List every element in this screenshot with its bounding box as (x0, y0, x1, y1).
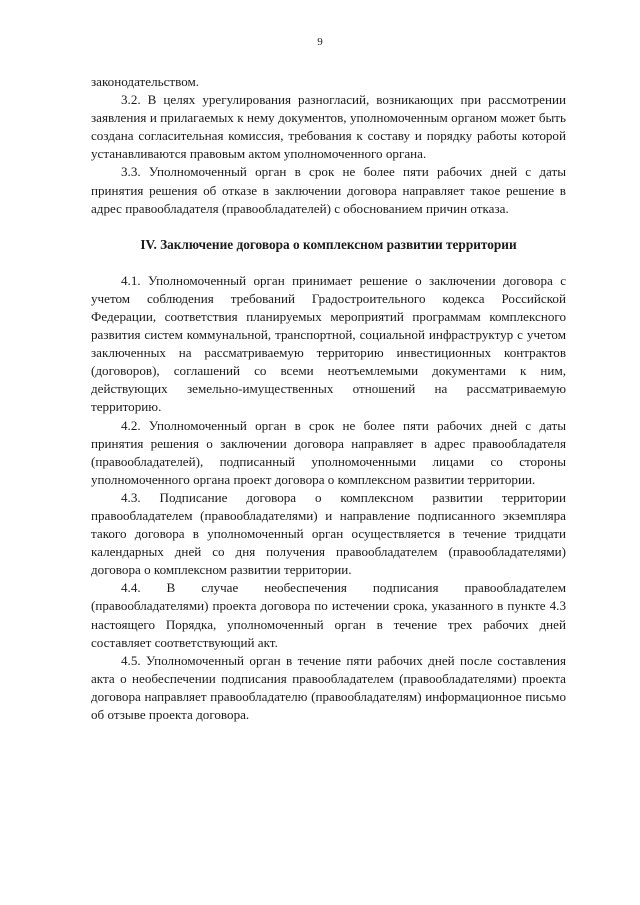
paragraph-4-5: 4.5. Уполномоченный орган в течение пяти рабочих дней после составления акта о необеспечении подписания правообладателем (правообладателями) проекта договора направляет правообладателю (правообладателям) информационное письмо об отзыве проекта договора. (91, 652, 566, 722)
section-heading: IV. Заключение договора о комплексном развитии территории (140, 236, 517, 252)
paragraph-continuation: законодательством. (91, 74, 200, 89)
paragraph-4-4: 4.4. В случае необеспечения подписания правообладателем (правообладателями) проекта договора по истечении срока, указанного в пункте 4.3 настоящего Порядка, уполномоченный орган в течение трех рабочих дней составляет соответствующий акт. (91, 580, 566, 650)
paragraph-3-2: 3.2. В целях урегулирования разногласий, возникающих при рассмотрении заявления и прилагаемых к нему документов, уполномоченным органом может быть создана согласительная комиссия, требования к составу и порядку работы которой устанавливаются правовым актом уполномоченного органа. (91, 92, 566, 162)
paragraph-4-1: 4.1. Уполномоченный орган принимает решение о заключении договора с учетом соблюдения требований Градостроительного кодекса Российской Федерации, соответствия планируемых мероприятий программам комплексного развития систем коммунальной, транспортной, социальной инфраструктур с учетом заключенных на рассматриваемую территорию инвестиционных контрактов (договоров), соглашений со всеми неотъемлемыми документами к ним, действующих земельно-имущественных отношений на рассматриваемую территорию. (91, 272, 566, 415)
page-number: 9 (317, 36, 323, 48)
paragraph-4-2: 4.2. Уполномоченный орган в срок не более пяти рабочих дней с даты принятия решения о заключении договора направляет в адрес правообладателя (правообладателей), подписанный уполномоченными лицами со стороны уполномоченного органа проект договора о комплексном развитии территории. (91, 417, 566, 487)
paragraph-4-3: 4.3. Подписание договора о комплексном развитии территории правообладателем (правообладателями) и направление подписанного экземпляра такого договора в уполномоченный орган осуществляется в течение тридцати календарных дней со дня получения правообладателем (правообладателями) договора о комплексном развитии территории. (91, 489, 566, 578)
paragraph-3-3: 3.3. Уполномоченный орган в срок не более пяти рабочих дней с даты принятия решения об отказе в заключении договора направляет такое решение в адрес правообладателя (правообладателей) с обоснованием причин отказа. (91, 164, 566, 216)
document-body (91, 73, 566, 724)
